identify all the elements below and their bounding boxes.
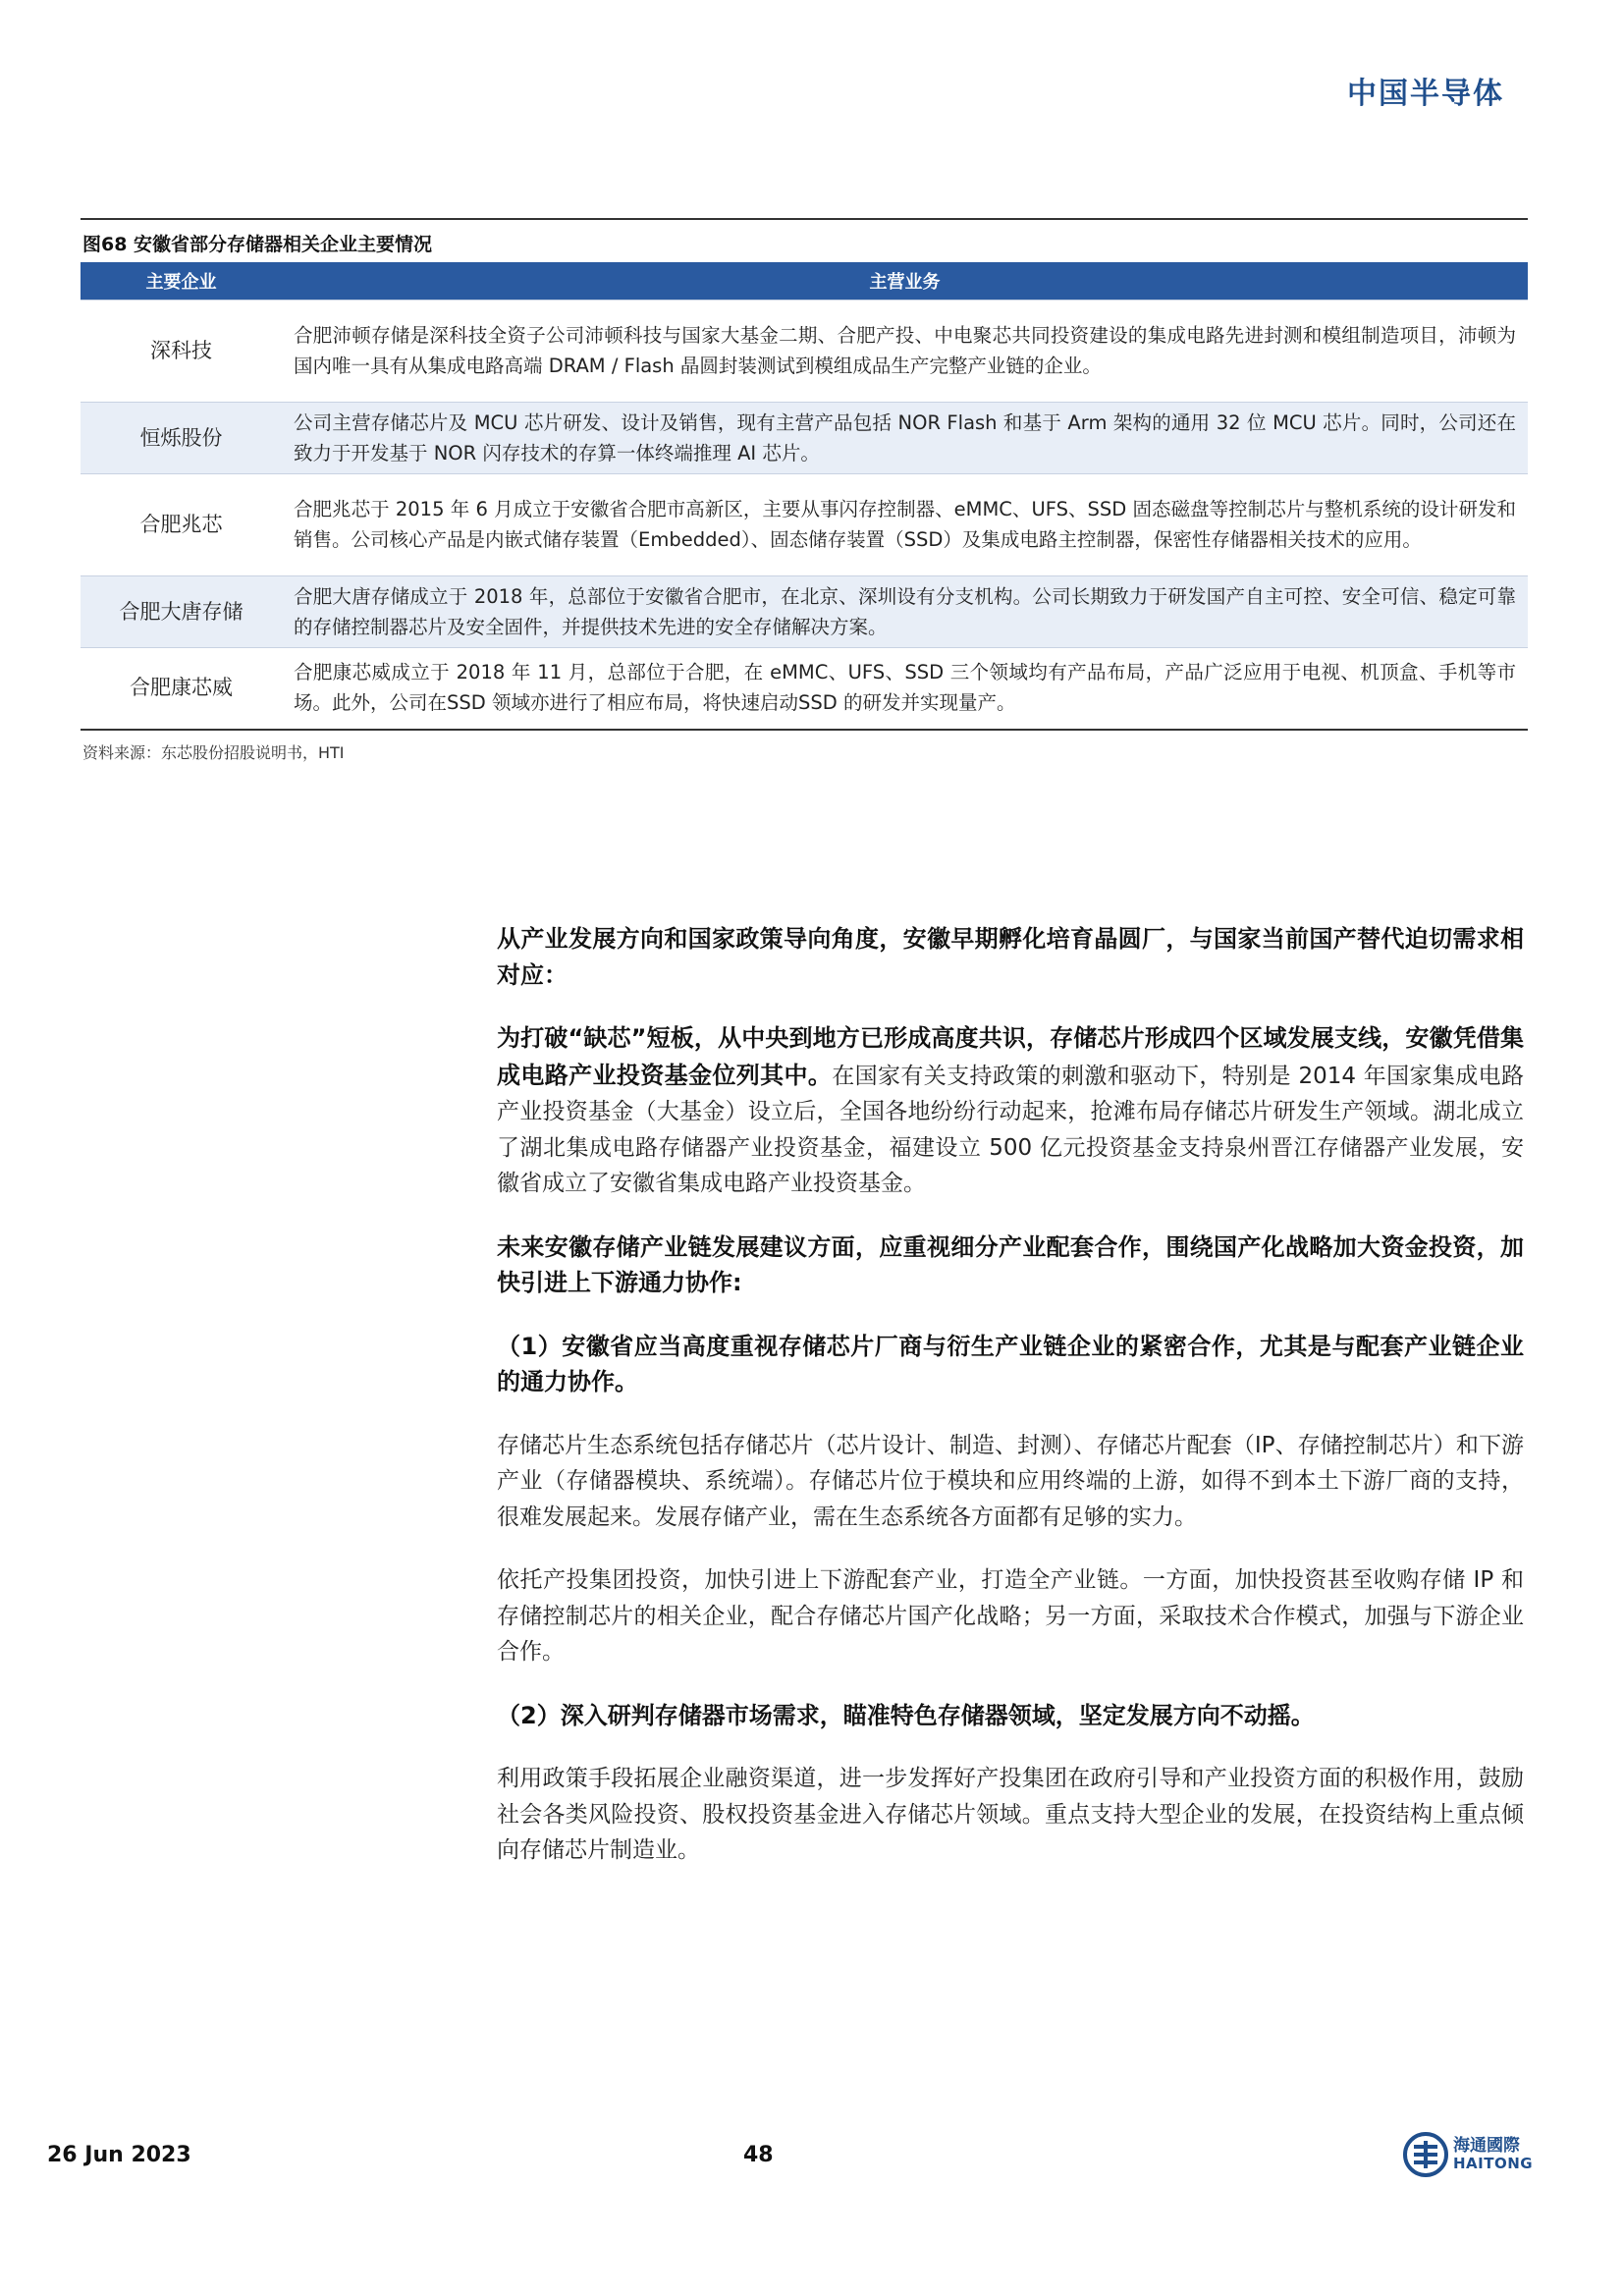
table-row: [81, 403, 1528, 474]
figure-source: 资料来源：东芯股份招股说明书，HTI: [82, 742, 345, 762]
company-table: [81, 262, 1528, 729]
figure-title: 图68 安徽省部分存储器相关企业主要情况: [82, 234, 433, 255]
paragraph: [497, 1020, 1524, 1202]
body-text: [497, 921, 1524, 1869]
paragraph-heading: （1）安徽省应当高度重视存储芯片厂商与衍生产业链企业的紧密合作，尤其是与配套产业链企业的通力协作。: [497, 1332, 1524, 1395]
table-row: [81, 648, 1528, 729]
column-header-business: 主营业务: [282, 262, 1528, 301]
footer-date: 26 Jun 2023: [47, 2143, 191, 2167]
paragraph: 依托产投集团投资，加快引进上下游配套产业，打造全产业链。一方面，加快投资甚至收购存储 IP 和存储控制芯片的相关企业，配合存储芯片国产化战略；另一方面，采取技术合作模式，加强与下游企业合作。: [497, 1567, 1524, 1665]
table-row: [81, 576, 1528, 648]
company-business: 合肥兆芯于 2015 年 6 月成立于安徽省合肥市高新区，主要从事闪存控制器、eMMC、UFS、SSD 固态磁盘等控制芯片与整机系统的设计研发和销售。公司核心产品是内嵌式储存装置（Embedded）、固态储存装置（SSD）及集成电路主控制器，保密性存储器相关技术的应用。: [282, 474, 1528, 576]
company-business: 合肥沛顿存储是深科技全资子公司沛顿科技与国家大基金二期、合肥产投、中电聚芯共同投资建设的集成电路先进封测和模组制造项目，沛顿为国内唯一具有从集成电路高端 DRAM / Flash 晶圆封装测试到模组成品生产完整产业链的企业。: [282, 301, 1528, 403]
company-name: 合肥康芯威: [81, 648, 282, 729]
company-name: 恒烁股份: [81, 403, 282, 474]
paragraph: 利用政策手段拓展企业融资渠道，进一步发挥好产投集团在政府引导和产业投资方面的积极作用，鼓励社会各类风险投资、股权投资基金进入存储芯片领域。重点支持大型企业的发展，在投资结构上重点倾向存储芯片制造业。: [497, 1766, 1524, 1863]
figure-68: [81, 218, 1528, 763]
company-name: 合肥大唐存储: [81, 576, 282, 648]
paragraph-lead: 为打破“缺芯”短板，从中央到地方已形成高度共识，存储芯片形成四个区域发展支线，安徽凭借集成电路产业投资基金位列其中。: [497, 1024, 1524, 1089]
paragraph-heading: 未来安徽存储产业链发展建议方面，应重视细分产业配套合作，围绕国产化战略加大资金投资，加快引进上下游通力协作:: [497, 1232, 1524, 1296]
logo-text-en: HAITONG: [1453, 2155, 1534, 2172]
table-row: [81, 474, 1528, 576]
paragraph: 存储芯片生态系统包括存储芯片（芯片设计、制造、封测）、存储芯片配套（IP、存储控制芯片）和下游产业（存储器模块、系统端）。存储芯片位于模块和应用终端的上游，如得不到本土下游厂商的支持，很难发展起来。发展存储产业，需在生态系统各方面都有足够的实力。: [497, 1432, 1524, 1530]
paragraph-heading: （2）深入研判存储器市场需求，瞄准特色存储器领域，坚定发展方向不动摇。: [497, 1701, 1315, 1729]
table-header-row: [81, 262, 1528, 301]
paragraph-heading: 从产业发展方向和国家政策导向角度，安徽早期孵化培育晶圆厂，与国家当前国产替代迫切需求相对应：: [497, 925, 1524, 989]
company-business: 公司主营存储芯片及 MCU 芯片研发、设计及销售，现有主营产品包括 NOR Flash 和基于 Arm 架构的通用 32 位 MCU 芯片。同时，公司还在致力于开发基于 NOR 闪存技术的存算一体终端推理 AI 芯片。: [282, 403, 1528, 474]
table-row: [81, 301, 1528, 403]
company-name: 合肥兆芯: [81, 474, 282, 576]
column-header-company: 主要企业: [81, 262, 282, 301]
company-business: 合肥大唐存储成立于 2018 年，总部位于安徽省合肥市，在北京、深圳设有分支机构。公司长期致力于研发国产自主可控、安全可信、稳定可靠的存储控制器芯片及安全固件，并提供技术先进的安全存储解决方案。: [282, 576, 1528, 648]
logo-text-cn: 海通國際: [1453, 2136, 1520, 2156]
haitong-logo: [1402, 2127, 1534, 2182]
page-number: 48: [743, 2143, 774, 2167]
haitong-logo-icon: [1402, 2131, 1449, 2178]
company-name: 深科技: [81, 301, 282, 403]
page-header-title: 中国半导体: [1347, 77, 1504, 111]
company-business: 合肥康芯威成立于 2018 年 11 月，总部位于合肥，在 eMMC、UFS、SSD 三个领域均有产品布局，产品广泛应用于电视、机顶盒、手机等市场。此外，公司在SSD 领域亦进行了相应布局，将快速启动SSD 的研发并实现量产。: [282, 648, 1528, 729]
paragraph-rest: 在国家有关支持政策的刺激和驱动下，特别是 2014 年国家集成电路产业投资基金（大基金）设立后，全国各地纷纷行动起来，抢滩布局存储芯片研发生产领域。湖北成立了湖北集成电路存储器产业投资基金，福建设立 500 亿元投资基金支持泉州晋江存储器产业发展，安徽省成立了安徽省集成电路产业投资基金。: [497, 1063, 1524, 1196]
